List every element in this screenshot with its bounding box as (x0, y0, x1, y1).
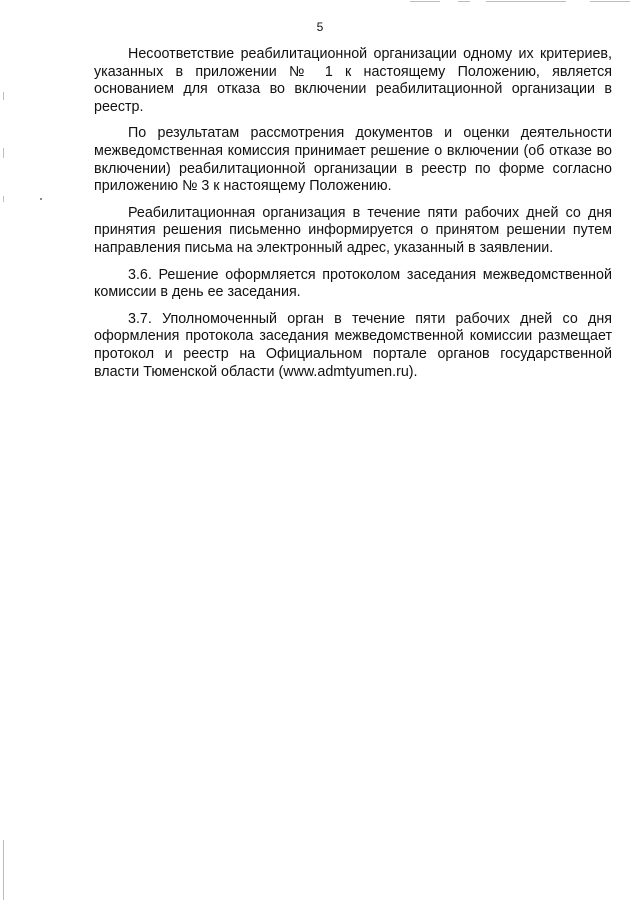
scan-artifact-speck (40, 198, 42, 200)
paragraph-commission-decision: По результатам рассмотрения документов и оценки деятельности межведомственная комиссия принимает решение о включении (об отказе во включении) реабилитационной организации в реестр по форме согласно приложению № 3 к настоящему Положению. (94, 125, 612, 195)
scan-artifact-left (3, 148, 4, 158)
document-body (94, 46, 612, 390)
paragraph-nonconformity: Несоответствие реабилитационной организации одному их критериев, указанных в приложении № 1 к настоящему Положению, является основанием для отказа во включении реабилитационной организации в реестр. (94, 46, 612, 115)
scan-artifact-top (590, 1, 630, 2)
paragraph-notification: Реабилитационная организация в течение пяти рабочих дней со дня принятия решения письменно информируется о принятом решении путем направления письма на электронный адрес, указанный в заявлении. (94, 204, 612, 256)
page-number: 5 (316, 20, 324, 34)
scan-artifact-top (458, 1, 470, 2)
scan-artifact-top (410, 1, 440, 2)
scan-artifact-top (486, 1, 566, 2)
scan-artifact-left (3, 196, 4, 202)
paragraph-3-7: 3.7. Уполномоченный орган в течение пяти рабочих дней со дня оформления протокола заседания межведомственной комиссии размещает протокол и реестр на Официальном портале органов государственной власти Тюменской области (www.admtyumen.ru). (94, 310, 612, 380)
scan-artifact-left (3, 840, 4, 900)
scan-artifact-left (3, 92, 4, 100)
paragraph-3-6: 3.6. Решение оформляется протоколом заседания межведомственной комиссии в день ее заседания. (94, 266, 612, 301)
